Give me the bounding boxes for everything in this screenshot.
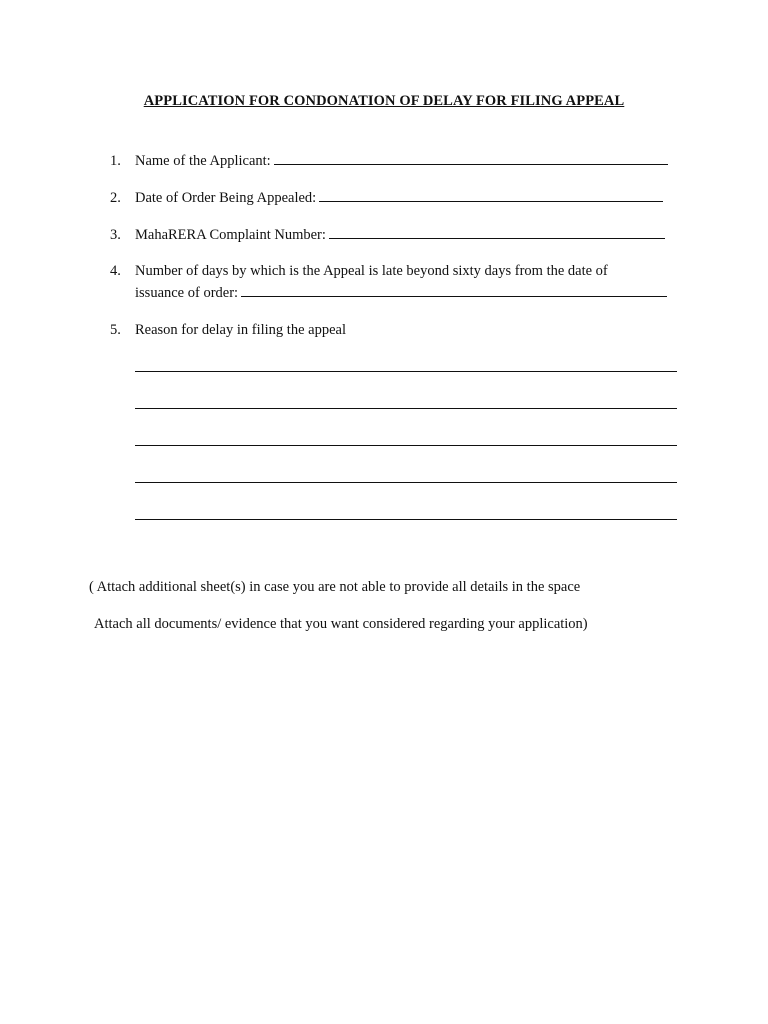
- item-number: 1.: [110, 153, 121, 169]
- item-number: 5.: [110, 322, 121, 338]
- field-label: MahaRERA Complaint Number:: [135, 227, 326, 243]
- reason-line-4[interactable]: [135, 482, 677, 483]
- days-late-blank[interactable]: [241, 282, 667, 297]
- item-number: 3.: [110, 227, 121, 243]
- reason-line-3[interactable]: [135, 445, 677, 446]
- reason-line-2[interactable]: [135, 408, 677, 409]
- field-label: Number of days by which is the Appeal is late beyond sixty days from the date of: [135, 263, 608, 279]
- applicant-name-blank[interactable]: [274, 150, 668, 165]
- field-label-continued: issuance of order:: [135, 285, 239, 301]
- note-attach-sheets: ( Attach additional sheet(s) in case you are not able to provide all details in the space: [89, 579, 581, 595]
- field-label: Name of the Applicant:: [135, 153, 271, 169]
- complaint-number-blank[interactable]: [329, 224, 665, 239]
- field-days-late: [110, 260, 690, 304]
- form-title: APPLICATION FOR CONDONATION OF DELAY FOR FILING APPEAL: [143, 93, 625, 109]
- item-number: 2.: [110, 190, 121, 206]
- field-label: Reason for delay in filing the appeal: [135, 322, 346, 338]
- reason-line-1[interactable]: [135, 371, 677, 372]
- note-attach-documents: Attach all documents/ evidence that you want considered regarding your application): [94, 616, 588, 632]
- reason-line-5[interactable]: [135, 519, 677, 520]
- order-date-blank[interactable]: [319, 187, 663, 202]
- item-number: 4.: [110, 263, 121, 279]
- field-label: Date of Order Being Appealed:: [135, 190, 317, 206]
